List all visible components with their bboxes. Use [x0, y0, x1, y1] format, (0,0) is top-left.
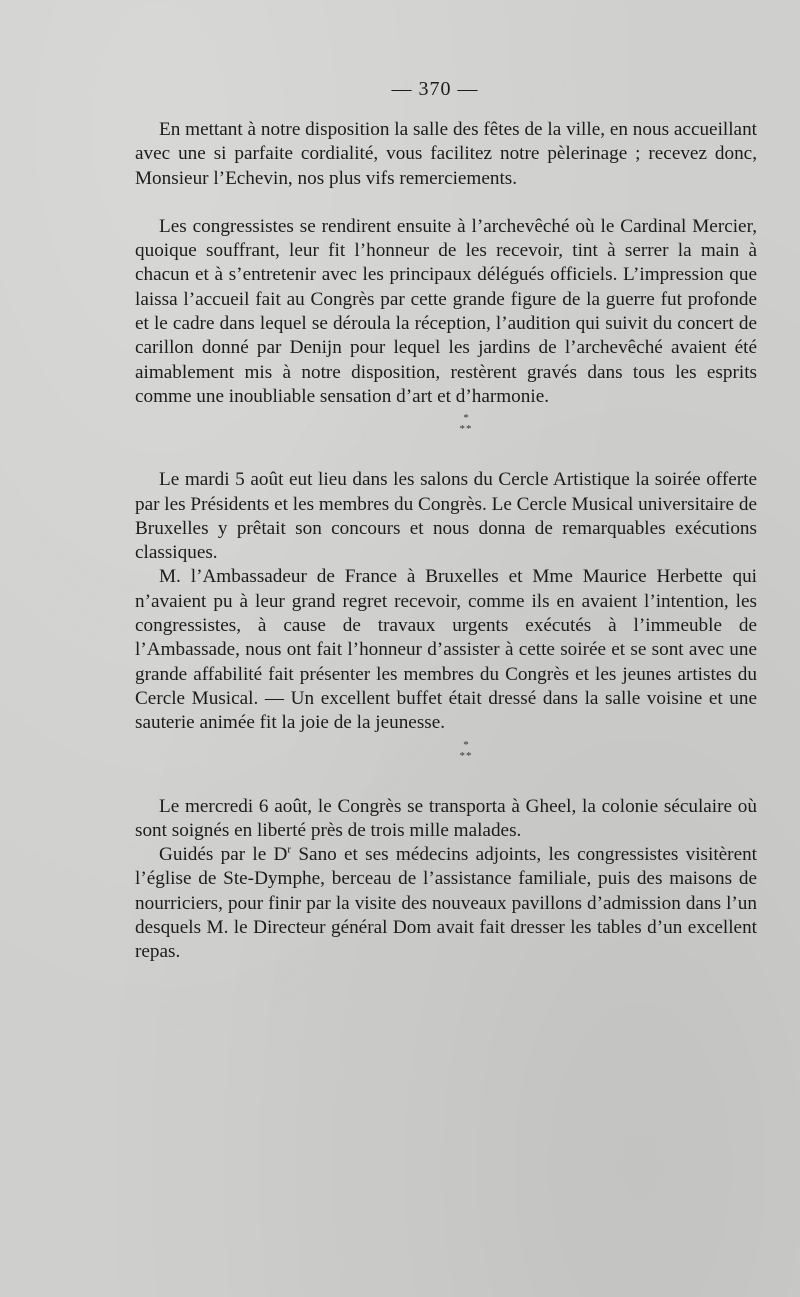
paragraph-5: Le mercredi 6 août, le Congrès se transporta à Gheel, la colonie séculaire où sont soignés en liberté près de trois mille malades. [135, 795, 757, 841]
paragraph-4: M. l’Ambassadeur de France à Bruxelles et Mme Maurice Herbette qui n’avaient pu à leur grand regret recevoir, comme ils en avaient l’intention, les congressistes, à cause de travaux urgents exécutés à l’immeuble de l’Ambassade, nous ont fait l’honneur d’assister à cette soirée et se sont avec une grande affabilité fait présenter les membres du Congrès et les jeunes artistes du Cercle Musical. — Un excellent buffet était dressé dans la salle voisine et une sauterie animée fit la joie de la jeunesse. [135, 566, 757, 734]
asterism-bottom: ** [459, 749, 473, 762]
asterism-top: * [463, 738, 469, 751]
doctor-abbreviation-superscript: r [287, 843, 292, 856]
paragraph-2: Les congressistes se rendirent ensuite à l’archevêché où le Cardinal Mercier, quoique souffrant, leur fit l’honneur de les recevoir, tint à serrer la main à chacun et à s’entretenir avec les principaux délégués officiels. L’impression que laissa l’accueil fait au Congrès par cette grande figure de la guerre fut profonde et le cadre dans lequel se déroula la réception, l’audition qui suivit du concert de carillon donné par Denijn pour lequel les jardins de l’archevêché avaient été aimablement mis à notre disposition, restèrent gravés dans tous les esprits comme une inoubliable sensation d’art et d’harmonie. [135, 215, 757, 407]
section-separator-1 [175, 409, 757, 435]
paragraph-6-start: Guidés par le D [159, 844, 288, 866]
asterism-top: * [463, 412, 469, 425]
body-text [135, 118, 757, 965]
paragraph-1: En mettant à notre disposition la salle des fêtes de la ville, en nous accueillant avec une si parfaite cordialité, vous facilitez notre pèlerinage ; recevez donc, Monsieur l’Echevin, nos plus vifs remerciements. [135, 119, 757, 189]
asterism-bottom: ** [459, 423, 473, 436]
section-separator-2 [175, 736, 757, 762]
paragraph-6 [135, 843, 757, 964]
page-number: — 370 — [391, 78, 479, 100]
paragraph-3: Le mardi 5 août eut lieu dans les salons du Cercle Artistique la soirée offerte par les Présidents et les membres du Congrès. Le Cercle Musical universitaire de Bruxelles y prêtait son concours et nous donna de remarquables exécutions classiques. [135, 469, 757, 564]
paragraph-6-rest: Sano et ses médecins adjoints, les congressistes visitèrent l’église de Ste-Dymphe, berceau de l’assistance familiale, puis des maisons de nourriciers, pour finir par la visite des nouveaux pavillons d’admission dans l’un desquels M. le Directeur général Dom avait fait dresser les tables d’un excellent repas. [135, 844, 758, 963]
